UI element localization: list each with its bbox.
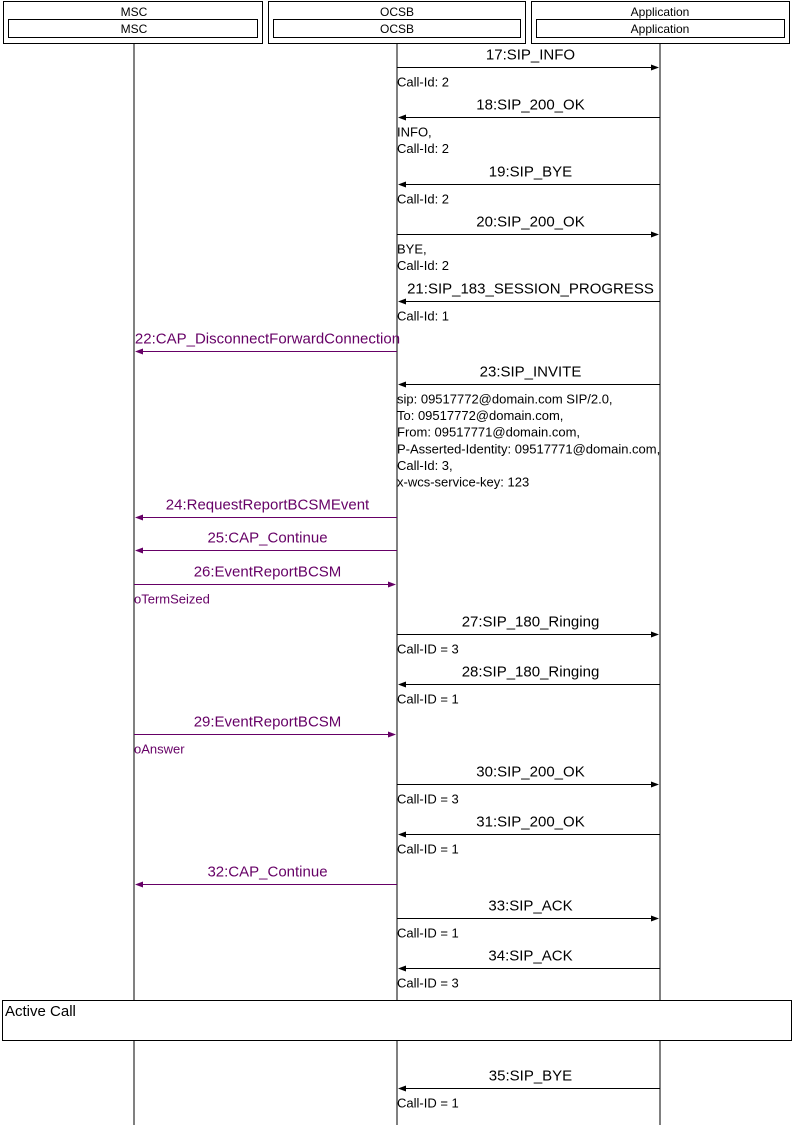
message-label: 24:RequestReportBCSMEvent <box>165 496 370 514</box>
message-17 <box>397 47 659 90</box>
message-24 <box>135 497 397 521</box>
message-label: 26:EventReportBCSM <box>193 563 342 581</box>
message-22 <box>135 331 400 355</box>
arrowhead-icon <box>398 966 406 972</box>
message-note: Call-Id: 2 <box>397 141 450 157</box>
message-label: 30:SIP_200_OK <box>476 763 585 781</box>
message-note: Call-ID = 1 <box>397 691 459 707</box>
participant-sublabel: Application <box>630 22 690 36</box>
message-note: P-Asserted-Identity: 09517771@domain.com, <box>397 441 661 457</box>
message-label: 20:SIP_200_OK <box>476 213 585 231</box>
message-note: From: 09517771@domain.com, <box>397 424 581 440</box>
message-label: 25:CAP_Continue <box>207 529 328 547</box>
message-note: Call-ID = 1 <box>397 925 459 941</box>
arrowhead-icon <box>651 782 659 788</box>
arrowhead-icon <box>398 182 406 188</box>
arrowhead-icon <box>651 232 659 238</box>
participant-sublabel: MSC <box>120 22 148 36</box>
message-note: Call-Id: 2 <box>397 74 450 90</box>
message-note: Call-ID = 3 <box>397 791 459 807</box>
state-box-label: Active Call <box>5 1003 76 1020</box>
participant-msc <box>4 2 263 44</box>
arrowhead-icon <box>398 299 406 305</box>
message-31 <box>397 814 660 857</box>
participant-ocsb <box>269 2 526 44</box>
message-label: 18:SIP_200_OK <box>476 96 585 114</box>
message-note: BYE, <box>397 241 427 257</box>
message-label: 27:SIP_180_Ringing <box>461 613 600 631</box>
message-label: 34:SIP_ACK <box>488 947 573 965</box>
message-label: 32:CAP_Continue <box>207 863 328 881</box>
message-34 <box>397 948 660 991</box>
participant-headers <box>4 2 790 44</box>
message-label: 21:SIP_183_SESSION_PROGRESS <box>407 280 654 298</box>
message-note: Call-Id: 2 <box>397 191 450 207</box>
message-label: 29:EventReportBCSM <box>193 713 342 731</box>
arrowhead-icon <box>398 832 406 838</box>
message-note: Call-Id: 1 <box>397 308 450 324</box>
message-label: 22:CAP_DisconnectForwardConnection <box>134 330 401 348</box>
participant-label: Application <box>630 5 690 19</box>
message-note: Call-Id: 2 <box>397 258 450 274</box>
message-label: 33:SIP_ACK <box>488 897 573 915</box>
arrowhead-icon <box>135 515 143 521</box>
participant-app <box>532 2 790 44</box>
message-23 <box>397 364 660 490</box>
participant-label: OCSB <box>379 5 415 19</box>
message-label: 31:SIP_200_OK <box>476 813 585 831</box>
participant-sublabel: OCSB <box>379 22 415 36</box>
message-note: To: 09517772@domain.com, <box>397 408 564 424</box>
participant-label: MSC <box>120 5 148 19</box>
message-35 <box>397 1068 660 1111</box>
message-33 <box>397 898 659 941</box>
arrowhead-icon <box>388 732 396 738</box>
message-21 <box>397 281 660 324</box>
message-20 <box>397 214 659 274</box>
message-note: oTermSeized <box>134 591 210 607</box>
arrowhead-icon <box>651 65 659 71</box>
message-note: INFO, <box>397 124 432 140</box>
arrowhead-icon <box>388 582 396 588</box>
message-note: Call-Id: 3, <box>397 457 453 473</box>
arrowhead-icon <box>135 548 143 554</box>
message-26 <box>134 564 396 607</box>
message-note: sip: 09517772@domain.com SIP/2.0, <box>397 391 613 407</box>
message-label: 23:SIP_INVITE <box>479 363 582 381</box>
arrowhead-icon <box>651 632 659 638</box>
message-note: Call-ID = 3 <box>397 975 459 991</box>
arrowhead-icon <box>398 115 406 121</box>
message-label: 35:SIP_BYE <box>488 1067 573 1085</box>
message-label: 19:SIP_BYE <box>488 163 573 181</box>
arrowhead-icon <box>135 882 143 888</box>
message-28 <box>397 664 660 707</box>
message-29 <box>134 714 396 757</box>
message-19 <box>397 164 660 207</box>
arrowhead-icon <box>398 382 406 388</box>
message-27 <box>397 614 659 657</box>
message-note: oAnswer <box>134 741 185 757</box>
arrowhead-icon <box>398 1086 406 1092</box>
arrowhead-icon <box>651 916 659 922</box>
message-18 <box>397 97 660 157</box>
message-note: Call-ID = 1 <box>397 1095 459 1111</box>
message-note: x-wcs-service-key: 123 <box>397 474 530 490</box>
message-label: 17:SIP_INFO <box>485 46 576 64</box>
message-note: Call-ID = 1 <box>397 841 459 857</box>
arrowhead-icon <box>135 349 143 355</box>
message-25 <box>135 530 397 554</box>
message-note: Call-ID = 3 <box>397 641 459 657</box>
arrowhead-icon <box>398 682 406 688</box>
message-label: 28:SIP_180_Ringing <box>461 663 600 681</box>
state-box-active-call <box>3 1001 792 1041</box>
state-box-frame <box>3 1001 792 1041</box>
message-30 <box>397 764 659 807</box>
message-32 <box>135 864 397 888</box>
